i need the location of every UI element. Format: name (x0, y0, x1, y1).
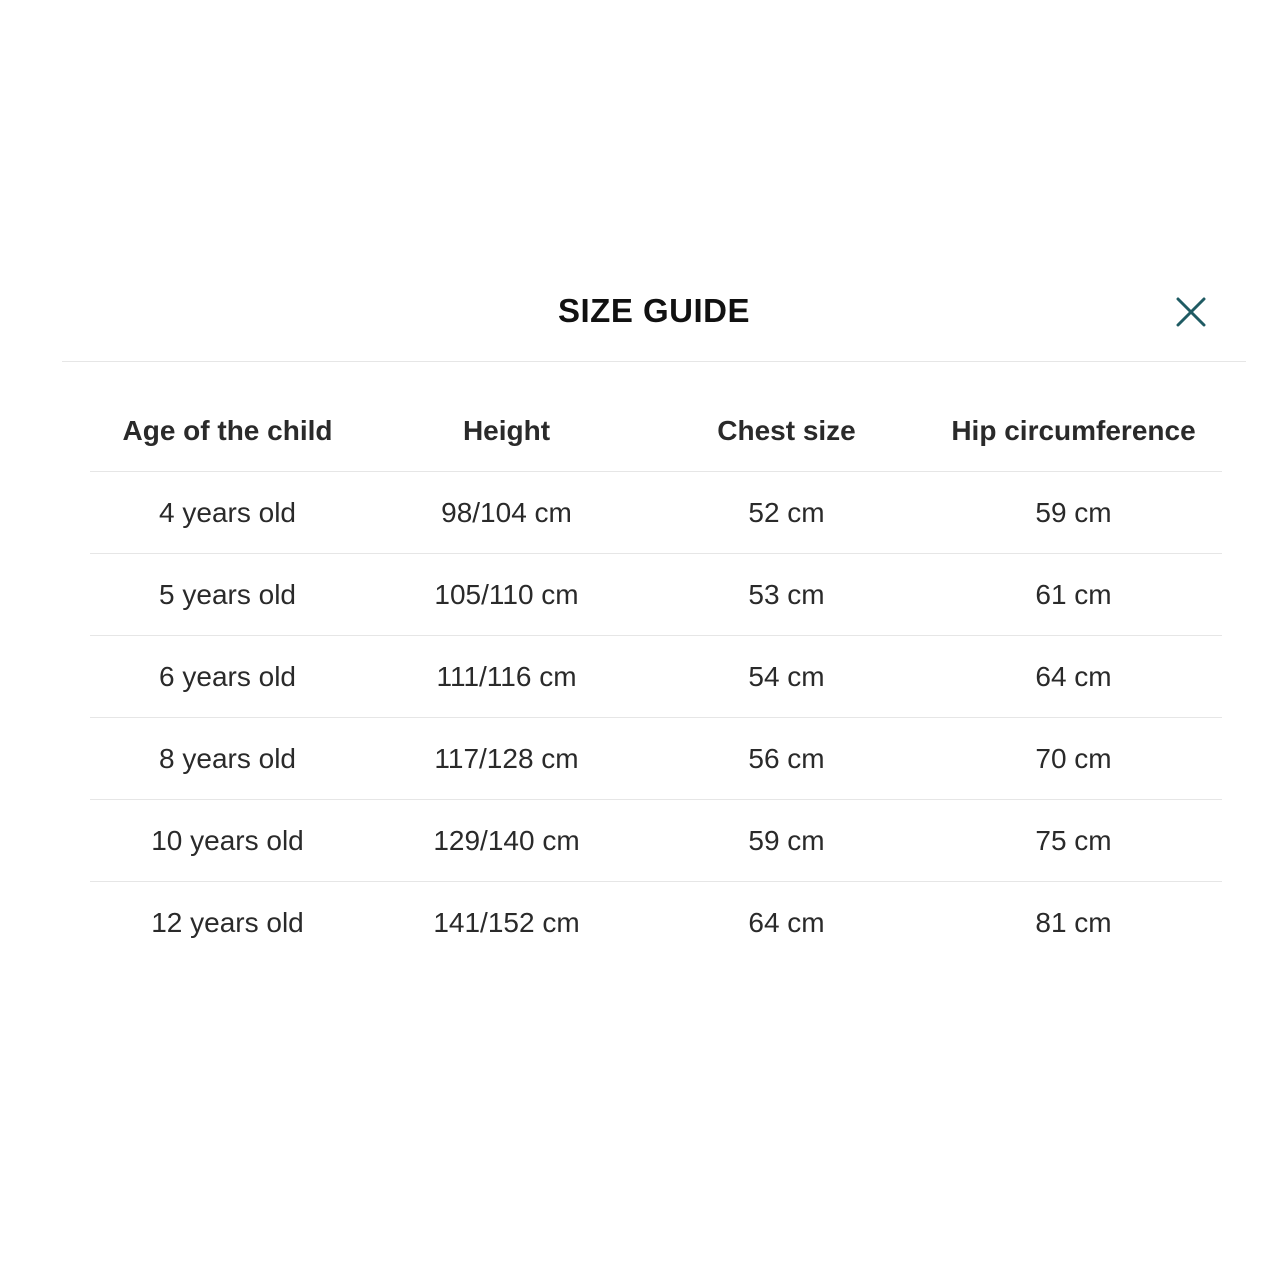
table-row (90, 636, 1222, 718)
close-icon (1176, 297, 1206, 327)
cell-chest-size: 59 cm (648, 800, 925, 882)
cell-height: 111/116 cm (365, 636, 648, 718)
cell-age: 10 years old (90, 800, 365, 882)
cell-hip-circumference: 75 cm (925, 800, 1222, 882)
cell-height: 117/128 cm (365, 718, 648, 800)
cell-age: 5 years old (90, 554, 365, 636)
table-row (90, 554, 1222, 636)
cell-chest-size: 52 cm (648, 472, 925, 554)
cell-chest-size: 53 cm (648, 554, 925, 636)
cell-hip-circumference: 61 cm (925, 554, 1222, 636)
cell-height: 141/152 cm (433, 906, 580, 938)
cell-chest-size: 54 cm (648, 636, 925, 718)
table-row (90, 882, 1222, 964)
modal-title: SIZE GUIDE (557, 292, 751, 329)
cell-hip-circumference: 64 cm (925, 636, 1222, 718)
cell-height: 105/110 cm (365, 554, 648, 636)
cell-age: 4 years old (90, 472, 365, 554)
close-button[interactable] (1169, 290, 1213, 334)
cell-chest-size: 56 cm (648, 718, 925, 800)
cell-age: 8 years old (90, 718, 365, 800)
size-table (90, 390, 1222, 963)
cell-age: 6 years old (90, 636, 365, 718)
cell-hip-circumference: 70 cm (925, 718, 1222, 800)
header-age: Age of the child (90, 390, 365, 472)
table-row (90, 800, 1222, 882)
cell-hip-circumference: 81 cm (1035, 906, 1112, 938)
modal-header (62, 270, 1246, 362)
header-chest-size: Chest size (648, 390, 925, 472)
cell-height: 129/140 cm (365, 800, 648, 882)
table-header-row (90, 390, 1222, 472)
cell-height: 98/104 cm (365, 472, 648, 554)
table-row (90, 472, 1222, 554)
header-height: Height (365, 390, 648, 472)
header-hip-circumference: Hip circumference (925, 390, 1222, 472)
cell-hip-circumference: 59 cm (925, 472, 1222, 554)
table-row (90, 718, 1222, 800)
cell-age: 12 years old (151, 906, 304, 938)
cell-chest-size: 64 cm (748, 906, 825, 938)
